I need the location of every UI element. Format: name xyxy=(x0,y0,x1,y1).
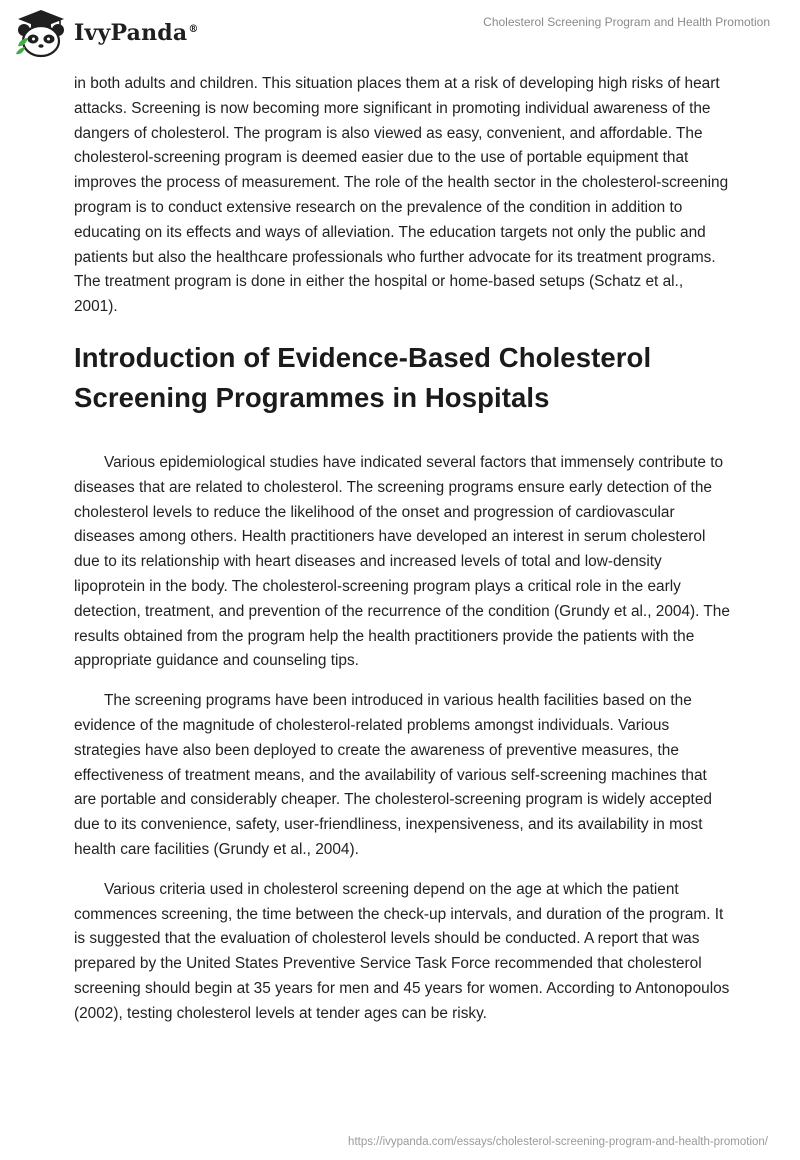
registered-mark: ® xyxy=(188,23,199,35)
body-paragraph: Various epidemiological studies have indicated several factors that immensely contribute to diseases that are related to cholesterol. The screening programs ensure early detection of the cholesterol levels to reduce the likelihood of the onset and progression of cardiovascular diseases among others. Health practitioners have developed an interest in serum cholesterol due to its relationship with heart diseases and increased levels of total and low-density lipoprotein in the body. The cholesterol-screening program plays a critical role in the early detection, treatment, and prevention of the recurrence of the condition (Grundy et al., 2004). The results obtained from the program help the health practitioners provide the patients with the appropriate guidance and counseling tips. xyxy=(74,453,730,670)
body-paragraph: The screening programs have been introduced in various health facilities based on the evidence of the magnitude of cholesterol-related problems amongst individuals. Various strategies have also been deployed to create the awareness of preventive measures, the effectiveness of treatment means, and the availability of various self-screening machines that are portable and considerably cheaper. The cholesterol-screening program is widely accepted due to its convenience, safety, user-friendliness, inexpensiveness, and its availability in most health care facilities (Grundy et al., 2004). xyxy=(74,692,712,858)
body-paragraph: Various criteria used in cholesterol screening depend on the age at which the patient commences screening, the time between the check-up intervals, and duration of the program. It is suggested that the evaluation of cholesterol levels should be conducted. A report that was prepared by the United States Preventive Service Task Force recommended that cholesterol screening should begin at 35 years for men and 45 years for women. According to Antonopoulos (2002), testing cholesterol levels at tender ages can be risky. xyxy=(74,880,730,1022)
document-title: Cholesterol Screening Program and Health Promotion xyxy=(483,15,770,29)
logo-text xyxy=(74,20,199,46)
logo-wordmark: IvyPanda xyxy=(74,20,188,46)
page-header xyxy=(0,0,800,62)
essay-body xyxy=(74,72,730,1042)
section-heading: Introduction of Evidence-Based Cholesterol Screening Programmes in Hospitals xyxy=(74,341,652,413)
source-url[interactable]: https://ivypanda.com/essays/cholesterol-screening-program-and-health-promotion/ xyxy=(348,1136,768,1148)
ivypanda-logo[interactable] xyxy=(14,8,199,58)
panda-logo-icon xyxy=(14,8,68,58)
intro-paragraph: in both adults and children. This situation places them at a risk of developing high risks of heart attacks. Screening is now becoming more significant in promoting individual awareness of the dangers of cholesterol. The program is also viewed as easy, convenient, and affordable. The cholesterol-screening program is deemed easier due to the use of portable equipment that improves the process of measurement. The role of the health sector in the cholesterol-screening program is to conduct extensive research on the prevalence of the condition in addition to educating on its effects and ways of alleviation. The education targets not only the public and patients but also the healthcare professionals who further advocate for its treatment programs. The treatment program is done in either the hospital or home-based setups (Schatz et al., 2001). xyxy=(74,75,729,316)
